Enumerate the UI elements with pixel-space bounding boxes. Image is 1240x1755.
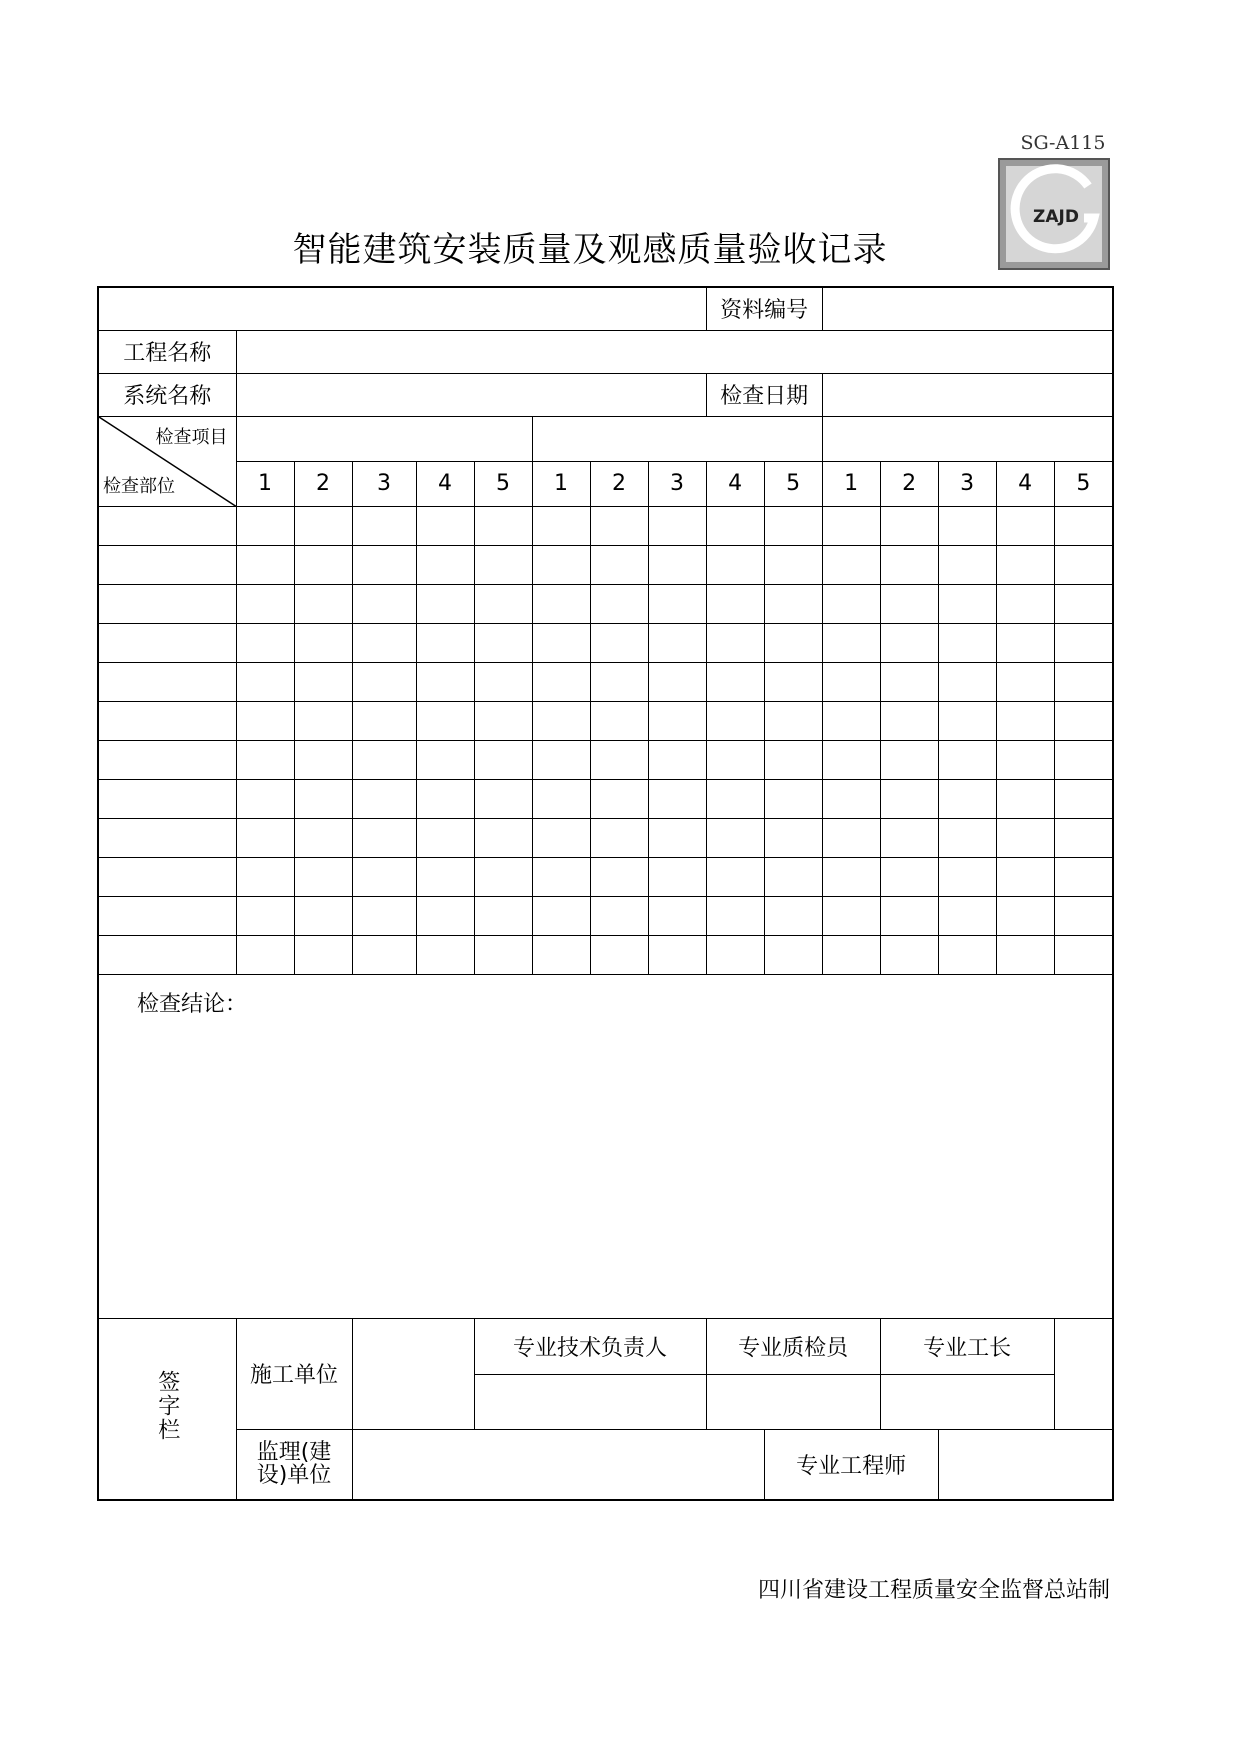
supervision-unit-label: 监理(建设)单位 [236, 1429, 352, 1500]
corner-top-label: 检查项目 [155, 426, 228, 448]
table-row [98, 740, 1113, 779]
check-cell[interactable] [474, 818, 532, 857]
check-cell[interactable] [938, 506, 996, 545]
check-cell[interactable] [474, 662, 532, 701]
check-cell[interactable] [236, 662, 294, 701]
check-cell[interactable] [1054, 545, 1113, 584]
check-cell[interactable] [1054, 935, 1113, 974]
check-cell[interactable] [706, 701, 764, 740]
check-cell[interactable] [352, 818, 416, 857]
check-cell[interactable] [352, 623, 416, 662]
check-cell[interactable] [996, 623, 1054, 662]
location-cell[interactable] [98, 662, 236, 701]
check-cell[interactable] [1054, 701, 1113, 740]
check-date-label: 检查日期 [706, 373, 822, 416]
check-cell[interactable] [706, 506, 764, 545]
check-cell[interactable] [590, 701, 648, 740]
check-cell[interactable] [822, 740, 880, 779]
check-cell[interactable] [1054, 779, 1113, 818]
check-cell[interactable] [294, 740, 352, 779]
check-cell[interactable] [648, 818, 706, 857]
check-cell[interactable] [294, 896, 352, 935]
logo-text: ZAJD [1033, 207, 1079, 227]
check-cell[interactable] [996, 545, 1054, 584]
check-cell[interactable] [294, 545, 352, 584]
check-cell[interactable] [474, 896, 532, 935]
check-cell[interactable] [236, 545, 294, 584]
group-2-header[interactable] [532, 416, 822, 461]
table-row [98, 662, 1113, 701]
table-row [98, 857, 1113, 896]
table-row [98, 506, 1113, 545]
location-cell[interactable] [98, 740, 236, 779]
check-cell[interactable] [822, 545, 880, 584]
check-cell[interactable] [880, 545, 938, 584]
check-cell[interactable] [1054, 623, 1113, 662]
page-title: 智能建筑安装质量及观感质量验收记录 [292, 230, 888, 270]
location-cell[interactable] [98, 701, 236, 740]
group-3-header[interactable] [822, 416, 1113, 461]
zajd-logo [998, 158, 1110, 270]
construction-unit-value[interactable] [352, 1318, 474, 1429]
point-header-g2-5: 5 [764, 461, 822, 506]
check-cell[interactable] [474, 506, 532, 545]
check-cell[interactable] [532, 545, 590, 584]
check-cell[interactable] [880, 740, 938, 779]
check-cell[interactable] [706, 740, 764, 779]
check-cell[interactable] [294, 506, 352, 545]
check-cell[interactable] [590, 740, 648, 779]
signature-section-label: 签字栏 [154, 1369, 180, 1442]
check-date-value[interactable] [822, 373, 1113, 416]
check-cell[interactable] [706, 779, 764, 818]
check-cell[interactable] [236, 896, 294, 935]
check-cell[interactable] [764, 779, 822, 818]
issuer-footer: 四川省建设工程质量安全监督总站制 [757, 1578, 1110, 1603]
check-cell[interactable] [1054, 857, 1113, 896]
doc-no-value[interactable] [822, 287, 1113, 330]
point-header-g1-4: 4 [416, 461, 474, 506]
check-cell[interactable] [1054, 740, 1113, 779]
signature-section-cell [98, 1318, 236, 1500]
row-system-name [98, 373, 1113, 416]
check-cell[interactable] [416, 506, 474, 545]
check-cell[interactable] [880, 857, 938, 896]
check-cell[interactable] [822, 935, 880, 974]
point-header-g2-2: 2 [590, 461, 648, 506]
check-cell[interactable] [764, 818, 822, 857]
check-cell[interactable] [416, 701, 474, 740]
check-cell[interactable] [648, 584, 706, 623]
table-row [98, 896, 1113, 935]
location-cell[interactable] [98, 623, 236, 662]
check-cell[interactable] [236, 623, 294, 662]
check-cell[interactable] [474, 779, 532, 818]
check-cell[interactable] [590, 818, 648, 857]
check-cell[interactable] [236, 506, 294, 545]
check-cell[interactable] [648, 662, 706, 701]
check-cell[interactable] [822, 857, 880, 896]
check-cell[interactable] [880, 818, 938, 857]
check-cell[interactable] [532, 662, 590, 701]
check-cell[interactable] [938, 779, 996, 818]
check-cell[interactable] [880, 584, 938, 623]
qc-inspector-signature[interactable] [706, 1374, 880, 1429]
check-cell[interactable] [590, 506, 648, 545]
check-cell[interactable] [996, 584, 1054, 623]
check-cell[interactable] [532, 857, 590, 896]
check-cell[interactable] [764, 584, 822, 623]
location-cell[interactable] [98, 779, 236, 818]
check-cell[interactable] [880, 701, 938, 740]
check-cell[interactable] [352, 779, 416, 818]
check-cell[interactable] [236, 779, 294, 818]
check-cell[interactable] [764, 857, 822, 896]
check-cell[interactable] [648, 779, 706, 818]
check-cell[interactable] [938, 584, 996, 623]
group-1-header[interactable] [236, 416, 532, 461]
location-cell[interactable] [98, 935, 236, 974]
check-cell[interactable] [236, 701, 294, 740]
check-cell[interactable] [764, 701, 822, 740]
check-cell[interactable] [822, 818, 880, 857]
check-cell[interactable] [416, 740, 474, 779]
foreman-signature[interactable] [880, 1374, 1054, 1429]
check-cell[interactable] [590, 896, 648, 935]
check-cell[interactable] [706, 896, 764, 935]
check-cell[interactable] [1054, 818, 1113, 857]
check-cell[interactable] [938, 896, 996, 935]
row-project-name [98, 330, 1113, 373]
check-cell[interactable] [648, 506, 706, 545]
check-cell[interactable] [416, 662, 474, 701]
check-cell[interactable] [822, 662, 880, 701]
check-cell[interactable] [648, 701, 706, 740]
doc-no-blank [98, 287, 706, 330]
point-header-g1-2: 2 [294, 461, 352, 506]
zajd-g-icon [998, 158, 1110, 270]
check-cell[interactable] [822, 623, 880, 662]
check-cell[interactable] [352, 896, 416, 935]
conclusion-cell[interactable] [98, 974, 1113, 1318]
table-row [98, 701, 1113, 740]
point-header-g2-4: 4 [706, 461, 764, 506]
location-cell[interactable] [98, 896, 236, 935]
check-cell[interactable] [822, 896, 880, 935]
check-cell[interactable] [880, 935, 938, 974]
qc-inspector-label: 专业质检员 [706, 1318, 880, 1374]
check-cell[interactable] [938, 701, 996, 740]
check-cell[interactable] [938, 545, 996, 584]
check-cell[interactable] [416, 935, 474, 974]
check-cell[interactable] [352, 857, 416, 896]
check-cell[interactable] [474, 740, 532, 779]
check-cell[interactable] [532, 506, 590, 545]
check-cell[interactable] [996, 896, 1054, 935]
row-groups [98, 416, 1113, 461]
check-cell[interactable] [1054, 662, 1113, 701]
check-cell[interactable] [880, 896, 938, 935]
point-header-g2-1: 1 [532, 461, 590, 506]
check-cell[interactable] [996, 818, 1054, 857]
check-cell[interactable] [1054, 896, 1113, 935]
check-cell[interactable] [590, 662, 648, 701]
table-row [98, 779, 1113, 818]
point-header-g3-3: 3 [938, 461, 996, 506]
check-cell[interactable] [764, 662, 822, 701]
check-cell[interactable] [880, 662, 938, 701]
check-cell[interactable] [294, 623, 352, 662]
check-cell[interactable] [590, 623, 648, 662]
check-cell[interactable] [416, 857, 474, 896]
foreman-label: 专业工长 [880, 1318, 1054, 1374]
check-cell[interactable] [706, 935, 764, 974]
check-cell[interactable] [532, 779, 590, 818]
check-cell[interactable] [236, 857, 294, 896]
check-cell[interactable] [648, 623, 706, 662]
check-cell[interactable] [706, 545, 764, 584]
check-cell[interactable] [474, 623, 532, 662]
check-cell[interactable] [648, 857, 706, 896]
construction-unit-label: 施工单位 [236, 1318, 352, 1429]
check-cell[interactable] [352, 740, 416, 779]
check-cell[interactable] [474, 701, 532, 740]
check-cell[interactable] [822, 506, 880, 545]
supervision-unit-value[interactable] [352, 1429, 764, 1500]
check-cell[interactable] [706, 584, 764, 623]
tech-lead-label: 专业技术负责人 [474, 1318, 706, 1374]
conclusion-label: 检查结论： [137, 991, 248, 1017]
point-header-g1-1: 1 [236, 461, 294, 506]
check-cell[interactable] [764, 740, 822, 779]
check-cell[interactable] [352, 935, 416, 974]
row-doc-no [98, 287, 1113, 330]
point-header-g1-3: 3 [352, 461, 416, 506]
check-cell[interactable] [706, 857, 764, 896]
check-cell[interactable] [996, 935, 1054, 974]
check-cell[interactable] [294, 662, 352, 701]
check-cell[interactable] [996, 506, 1054, 545]
check-cell[interactable] [236, 935, 294, 974]
table-row [98, 584, 1113, 623]
check-cell[interactable] [648, 545, 706, 584]
table-row [98, 545, 1113, 584]
check-cell[interactable] [648, 740, 706, 779]
check-cell[interactable] [938, 818, 996, 857]
check-cell[interactable] [764, 545, 822, 584]
corner-bottom-label: 检查部位 [103, 475, 175, 497]
check-cell[interactable] [236, 740, 294, 779]
project-name-value[interactable] [236, 330, 1113, 373]
check-cell[interactable] [352, 701, 416, 740]
check-cell[interactable] [764, 623, 822, 662]
check-cell[interactable] [938, 623, 996, 662]
tech-lead-signature[interactable] [474, 1374, 706, 1429]
point-header-g3-5: 5 [1054, 461, 1113, 506]
check-cell[interactable] [474, 857, 532, 896]
point-header-g2-3: 3 [648, 461, 706, 506]
table-row [98, 935, 1113, 974]
check-cell[interactable] [706, 818, 764, 857]
check-cell[interactable] [590, 779, 648, 818]
check-cell[interactable] [294, 857, 352, 896]
check-cell[interactable] [532, 896, 590, 935]
check-cell[interactable] [880, 506, 938, 545]
doc-no-label: 资料编号 [706, 287, 822, 330]
check-cell[interactable] [532, 740, 590, 779]
row-sign-1 [98, 1318, 1113, 1374]
check-cell[interactable] [648, 935, 706, 974]
check-cell[interactable] [532, 701, 590, 740]
check-cell[interactable] [416, 545, 474, 584]
check-cell[interactable] [474, 584, 532, 623]
check-cell[interactable] [648, 896, 706, 935]
check-cell[interactable] [996, 701, 1054, 740]
check-cell[interactable] [352, 662, 416, 701]
check-cell[interactable] [1054, 506, 1113, 545]
check-cell[interactable] [294, 818, 352, 857]
document-code: SG-A115 [1020, 132, 1106, 154]
check-cell[interactable] [822, 779, 880, 818]
check-cell[interactable] [416, 818, 474, 857]
check-cell[interactable] [590, 935, 648, 974]
check-cell[interactable] [294, 584, 352, 623]
check-cell[interactable] [532, 818, 590, 857]
location-cell[interactable] [98, 584, 236, 623]
check-cell[interactable] [416, 584, 474, 623]
check-cell[interactable] [532, 935, 590, 974]
check-cell[interactable] [938, 740, 996, 779]
point-header-g1-5: 5 [474, 461, 532, 506]
check-cell[interactable] [294, 701, 352, 740]
table-row [98, 818, 1113, 857]
check-cell[interactable] [764, 935, 822, 974]
point-header-g3-2: 2 [880, 461, 938, 506]
check-cell[interactable] [236, 818, 294, 857]
check-cell[interactable] [996, 662, 1054, 701]
engineer-label: 专业工程师 [764, 1429, 938, 1500]
check-cell[interactable] [352, 584, 416, 623]
check-cell[interactable] [294, 779, 352, 818]
check-cell[interactable] [880, 623, 938, 662]
corner-diagonal-cell [98, 416, 236, 506]
check-cell[interactable] [764, 506, 822, 545]
system-name-label: 系统名称 [98, 373, 236, 416]
engineer-signature[interactable] [938, 1429, 1113, 1500]
check-cell[interactable] [764, 896, 822, 935]
row-points [98, 461, 1113, 506]
check-cell[interactable] [938, 935, 996, 974]
check-cell[interactable] [352, 545, 416, 584]
check-cell[interactable] [474, 545, 532, 584]
table-row [98, 623, 1113, 662]
project-name-label: 工程名称 [98, 330, 236, 373]
point-header-g3-1: 1 [822, 461, 880, 506]
check-cell[interactable] [416, 896, 474, 935]
check-cell[interactable] [822, 701, 880, 740]
check-cell[interactable] [938, 857, 996, 896]
check-cell[interactable] [996, 740, 1054, 779]
point-header-g3-4: 4 [996, 461, 1054, 506]
location-cell[interactable] [98, 857, 236, 896]
location-cell[interactable] [98, 545, 236, 584]
check-cell[interactable] [706, 662, 764, 701]
check-cell[interactable] [532, 584, 590, 623]
check-cell[interactable] [590, 545, 648, 584]
check-cell[interactable] [996, 779, 1054, 818]
check-cell[interactable] [294, 935, 352, 974]
check-cell[interactable] [938, 662, 996, 701]
check-cell[interactable] [532, 623, 590, 662]
check-cell[interactable] [352, 506, 416, 545]
system-name-value[interactable] [236, 373, 706, 416]
check-cell[interactable] [996, 857, 1054, 896]
location-cell[interactable] [98, 506, 236, 545]
check-cell[interactable] [822, 584, 880, 623]
row-conclusion [98, 974, 1113, 1318]
check-cell[interactable] [416, 623, 474, 662]
check-cell[interactable] [236, 584, 294, 623]
inspection-form [97, 286, 1114, 1501]
check-cell[interactable] [590, 584, 648, 623]
check-cell[interactable] [474, 935, 532, 974]
check-cell[interactable] [416, 779, 474, 818]
check-cell[interactable] [880, 779, 938, 818]
row-sign-3 [98, 1429, 1113, 1500]
check-cell[interactable] [1054, 584, 1113, 623]
check-cell[interactable] [706, 623, 764, 662]
check-cell[interactable] [590, 857, 648, 896]
location-cell[interactable] [98, 818, 236, 857]
